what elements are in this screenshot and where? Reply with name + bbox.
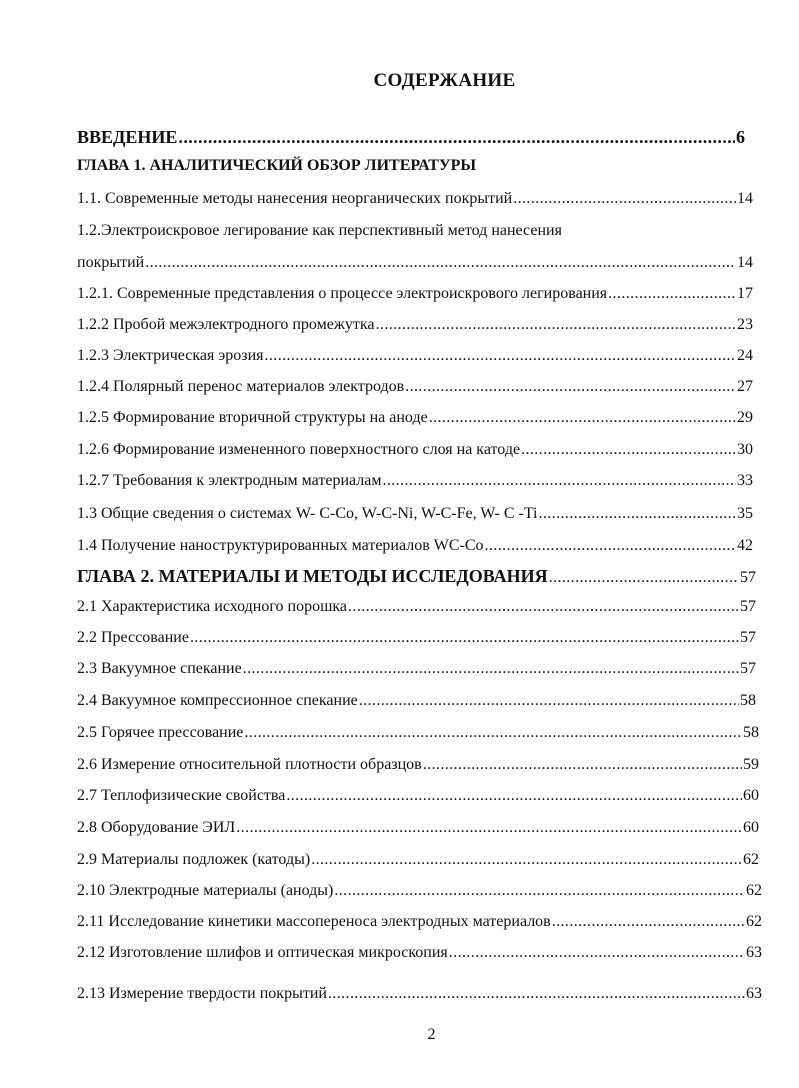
toc-leader	[190, 629, 739, 647]
toc-entry	[77, 472, 753, 496]
toc-entry-text: 1.2.5 Формирование вторичной структуры на аноде	[77, 409, 428, 426]
toc-leader	[382, 472, 736, 490]
toc-entry	[77, 944, 762, 968]
toc-leader	[405, 378, 736, 396]
toc-entry-page: 57	[740, 660, 756, 677]
toc-entry-page: 59	[743, 756, 759, 773]
toc-leader	[376, 316, 736, 334]
toc-entry-text: 2.13 Измерение твердости покрытий	[77, 985, 327, 1002]
toc-leader	[334, 882, 745, 900]
toc-entry-page: 60	[743, 787, 759, 804]
toc-entry-text: 1.2.4 Полярный перенос материалов электродов	[77, 378, 405, 395]
toc-entry	[77, 660, 756, 684]
toc-entry-text: 2.12 Изготовление шлифов и оптическая микроскопия	[77, 944, 448, 961]
toc-entry-text: 2.2 Прессование	[77, 629, 189, 646]
toc-entry	[77, 190, 753, 214]
toc-entry-page: 33	[737, 472, 753, 489]
toc-entry-text: 2.1 Характеристика исходного порошка	[77, 598, 348, 615]
toc-leader	[449, 944, 745, 962]
page-title: СОДЕРЖАНИЕ	[373, 70, 516, 91]
toc-entry	[77, 316, 753, 340]
toc-leader	[513, 190, 736, 208]
toc-chapter-heading	[77, 157, 476, 181]
toc-leader	[423, 756, 742, 774]
toc-entry-page: 35	[737, 505, 753, 522]
toc-entry	[77, 505, 753, 529]
toc-leader	[145, 254, 736, 272]
toc-leader	[178, 127, 735, 148]
toc-entry-page: 29	[737, 409, 753, 426]
toc-entry-text: 2.11 Исследование кинетики массопереноса электродных материалов	[77, 913, 551, 930]
toc-entry	[77, 819, 759, 843]
toc-entry	[77, 378, 753, 402]
toc-entry-text: 1.2.6 Формирование измененного поверхностного слоя на катоде	[77, 441, 521, 458]
toc-entry-text: 1.1. Современные методы нанесения неорганических покрытий	[77, 190, 513, 207]
toc-entry	[77, 985, 762, 1009]
toc-entry-text: 2.10 Электродные материалы (аноды)	[77, 882, 334, 899]
toc-leader	[348, 598, 739, 616]
toc-entry-page: 60	[743, 819, 759, 836]
toc-entry-page: 57	[740, 629, 756, 646]
toc-entry-text: 1.2.1. Современные представления о процессе электроискрового легирования	[77, 285, 608, 302]
toc-leader	[244, 724, 742, 742]
toc-entry-wrapped-line	[77, 222, 562, 246]
toc-entry	[77, 882, 762, 906]
toc-entry-page: 62	[746, 882, 762, 899]
toc-entry-page: 14	[737, 190, 753, 207]
toc-leader	[328, 985, 745, 1003]
toc-entry-page: 27	[737, 378, 753, 395]
toc-chapter-entry	[77, 566, 756, 590]
toc-entry	[77, 787, 759, 811]
toc-entry-page: 62	[743, 851, 759, 868]
toc-entry-text: 2.6 Измерение относительной плотности образцов	[77, 756, 422, 773]
toc-entry	[77, 285, 753, 309]
toc-leader	[521, 441, 736, 459]
toc-leader	[485, 537, 736, 555]
toc-leader	[429, 409, 736, 427]
toc-entry-text: ГЛАВА 1. АНАЛИТИЧЕСКИЙ ОБЗОР ЛИТЕРАТУРЫ	[77, 157, 477, 174]
toc-entry	[77, 441, 753, 465]
toc-entry	[77, 629, 756, 653]
toc-leader	[608, 285, 736, 303]
toc-entry-text: 2.3 Вакуумное спекание	[77, 660, 242, 677]
toc-entry-text: 1.4 Получение наноструктурированных материалов WC-Co	[77, 537, 484, 554]
toc-entry	[77, 724, 759, 748]
toc-entry	[77, 692, 756, 716]
toc-entry	[77, 254, 753, 278]
page-number: 2	[427, 1026, 436, 1043]
toc-entry-page: 30	[737, 441, 753, 458]
toc-entry-text: 2.9 Материалы подложек (катоды)	[77, 851, 311, 868]
toc-entry-text: 2.5 Горячее прессование	[77, 724, 244, 741]
toc-entry-text: 1.2.7 Требования к электродным материалам	[77, 472, 382, 489]
toc-entry-page: 58	[740, 692, 756, 709]
toc-entry-page: 58	[743, 724, 759, 741]
toc-entry-text: 2.4 Вакуумное компрессионное спекание	[77, 692, 358, 709]
toc-leader	[265, 347, 737, 365]
toc-leader	[286, 787, 742, 805]
toc-entry-page: 57	[740, 598, 756, 615]
toc-entry	[77, 913, 762, 937]
toc-leader	[243, 660, 739, 678]
toc-entry	[77, 409, 753, 433]
toc-leader	[538, 505, 736, 523]
toc-entry-page: 14	[737, 254, 753, 271]
toc-entry-text: покрытий	[77, 254, 145, 271]
toc-entry-text: 2.8 Оборудование ЭИЛ	[77, 819, 236, 836]
toc-entry-page: 63	[746, 985, 762, 1002]
toc-leader	[311, 851, 742, 869]
toc-leader	[359, 692, 739, 710]
toc-entry	[77, 598, 756, 622]
toc-leader	[236, 819, 742, 837]
toc-entry-text: 2.7 Теплофизические свойства	[77, 787, 286, 804]
toc-leader	[549, 569, 739, 587]
toc-entry-text: 1.3 Общие сведения о системах W- C-Co, W-C-Ni, W-C-Fe, W- C -Ti	[77, 505, 538, 522]
toc-entry-page: 62	[746, 913, 762, 930]
toc-leader	[552, 913, 745, 931]
toc-entry-page: 23	[737, 316, 753, 333]
toc-entry-page: 57	[740, 569, 756, 586]
toc-entry-text: 1.2.2 Пробой межэлектродного промежутка	[77, 316, 375, 333]
toc-entry-text: 1.2.3 Электрическая эрозия	[77, 347, 264, 364]
toc-entry	[77, 127, 745, 151]
toc-entry-page: 63	[746, 944, 762, 961]
toc-entry-page: 6	[736, 127, 745, 147]
toc-entry	[77, 851, 759, 875]
toc-entry-page: 24	[737, 347, 753, 364]
toc-entry	[77, 537, 753, 561]
toc-entry-page: 42	[737, 537, 753, 554]
toc-entry-text: ВВЕДЕНИЕ	[77, 127, 178, 147]
toc-entry	[77, 347, 753, 371]
toc-entry-text: ГЛАВА 2. МАТЕРИАЛЫ И МЕТОДЫ ИССЛЕДОВАНИЯ	[77, 566, 548, 586]
toc-entry-text: 1.2.Электроискровое легирование как перспективный метод нанесения	[77, 222, 562, 239]
toc-entry	[77, 756, 759, 780]
toc-entry-page: 17	[737, 285, 753, 302]
